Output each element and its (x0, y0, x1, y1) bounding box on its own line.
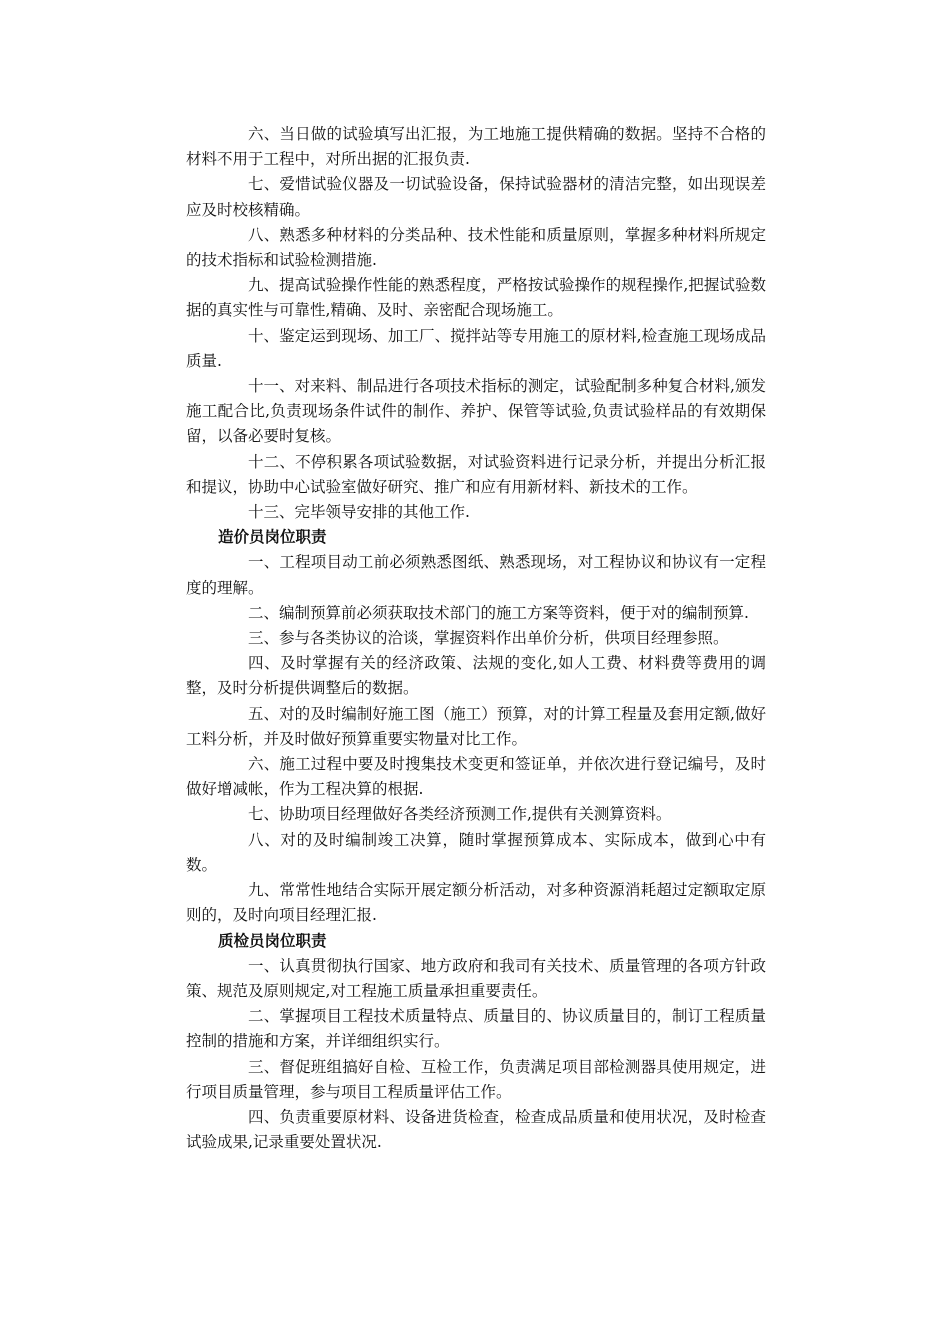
paragraph: 十、鉴定运到现场、加工厂、搅拌站等专用施工的原材料,检查施工现场成品质量. (186, 326, 766, 370)
paragraph: 九、常常性地结合实际开展定额分析活动，对多种资源消耗超过定额取定原则的，及时向项目经理汇报. (186, 881, 766, 925)
paragraph: 八、对的及时编制竣工决算，随时掌握预算成本、实际成本，做到心中有数。 (186, 830, 766, 874)
section-heading-quality-inspector: 质检员岗位职责 (218, 931, 327, 950)
paragraph: 十二、不停积累各项试验数据，对试验资料进行记录分析，并提出分析汇报和提议，协助中心试验室做好研究、推广和应有用新材料、新技术的工作。 (186, 452, 766, 496)
paragraph: 十三、完毕领导安排的其他工作. (248, 503, 470, 522)
paragraph: 五、对的及时编制好施工图（施工）预算，对的计算工程量及套用定额,做好工料分析，并及时做好预算重要实物量对比工作。 (186, 704, 766, 748)
paragraph: 二、编制预算前必须获取技术部门的施工方案等资料，便于对的编制预算. (248, 603, 749, 622)
paragraph: 二、掌握项目工程技术质量特点、质量目的、协议质量目的，制订工程质量控制的措施和方案，并详细组织实行。 (186, 1007, 766, 1051)
paragraph: 七、爱惜试验仪器及一切试验设备，保持试验器材的清洁完整，如出现误差应及时校核精确。 (186, 175, 766, 219)
paragraph: 三、督促班组搞好自检、互检工作，负责满足项目部检测器具使用规定，进行项目质量管理，参与项目工程质量评估工作。 (186, 1057, 766, 1101)
paragraph: 三、参与各类协议的洽谈，掌握资料作出单价分析，供项目经理参照。 (248, 629, 729, 648)
paragraph: 六、当日做的试验填写出汇报，为工地施工提供精确的数据。坚持不合格的材料不用于工程中，对所出据的汇报负责. (186, 125, 766, 169)
paragraph: 四、负责重要原材料、设备进货检查，检查成品质量和使用状况，及时检查试验成果,记录重要处置状况. (186, 1107, 766, 1152)
document-page (186, 122, 766, 1155)
paragraph: 一、工程项目动工前必须熟悉图纸、熟悉现场，对工程协议和协议有一定程度的理解。 (186, 553, 766, 597)
paragraph: 六、施工过程中要及时搜集技术变更和签证单，并依次进行登记编号，及时做好增减帐，作为工程决算的根据. (186, 755, 766, 799)
paragraph: 一、认真贯彻执行国家、地方政府和我司有关技术、质量管理的各项方针政策、规范及原则规定,对工程施工质量承担重要责任。 (186, 956, 766, 1000)
paragraph: 七、协助项目经理做好各类经济预测工作,提供有关测算资料。 (248, 805, 672, 824)
section-heading-cost-estimator: 造价员岗位职责 (218, 528, 327, 547)
paragraph: 八、熟悉多种材料的分类品种、技术性能和质量原则，掌握多种材料所规定的技术指标和试验检测措施. (186, 225, 766, 270)
paragraph: 九、提高试验操作性能的熟悉程度，严格按试验操作的规程操作,把握试验数据的真实性与可靠性,精确、及时、亲密配合现场施工。 (186, 276, 766, 320)
paragraph: 十一、对来料、制品进行各项技术指标的测定，试验配制多种复合材料,颁发施工配合比,负责现场条件试件的制作、养护、保管等试验,负责试验样品的有效期保留，以备必要时复核。 (186, 377, 766, 446)
paragraph: 四、及时掌握有关的经济政策、法规的变化,如人工费、材料费等费用的调整，及时分析提供调整后的数据。 (186, 654, 766, 698)
